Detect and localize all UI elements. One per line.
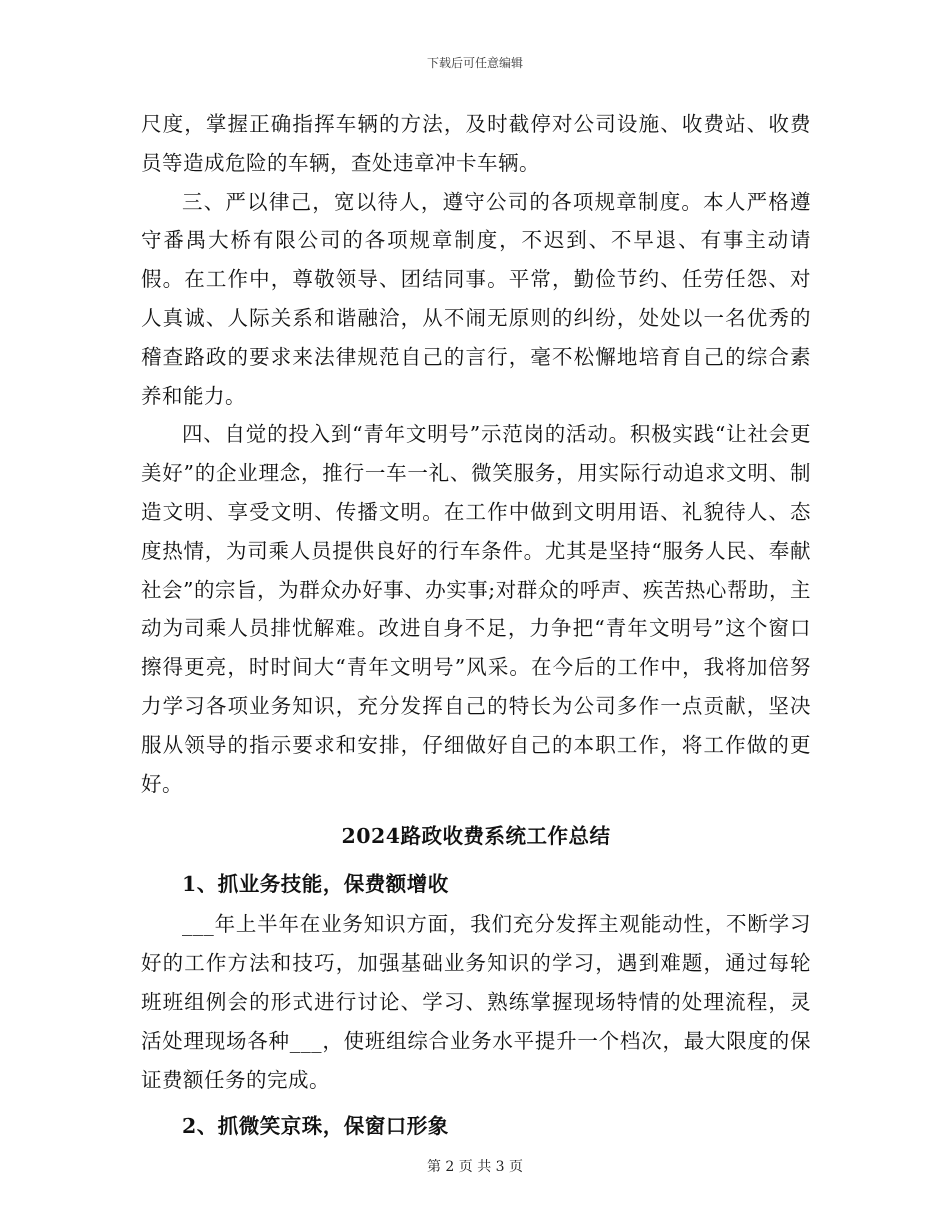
page-number-footer: 第 2 页 共 3 页 [426, 1159, 524, 1175]
page-header: 下载后可任意编辑 [426, 56, 523, 70]
paragraph-section-1: ___年上半年在业务知识方面，我们充分发挥主观能动性，不断学习好的工作方法和技巧，加强基础业务知识的学习，遇到难题，通过每轮班班组例会的形式进行讨论、学习、熟练掌握现场特情的处理流程，灵活处理现场各种___，使班组综合业务水平提升一个档次，最大限度的保证费额任务的完成。 [141, 912, 811, 1092]
section-heading-1: 1、抓业务技能，保费额增收 [182, 872, 449, 897]
document-title: 2024路政收费系统工作总结 [341, 824, 611, 849]
paragraph-section-four: 四、自觉的投入到“青年文明号”示范岗的活动。积极实践“让社会更美好”的企业理念，推行一车一礼、微笑服务，用实际行动追求文明、制造文明、享受文明、传播文明。在工作中做到文明用语、礼貌待人、态度热情，为司乘人员提供良好的行车条件。尤其是坚持“服务人民、奉献社会”的宗旨，为群众办好事、办实事;对群众的呼声、疾苦热心帮助，主动为司乘人员排忧解难。改进自身不足，力争把“青年文明号”这个窗口擦得更亮，时时间大“青年文明号”风采。在今后的工作中，我将加倍努力学习各项业务知识，充分发挥自己的特长为公司多作一点贡献，坚决服从领导的指示要求和安排，仔细做好自己的本职工作，将工作做的更好。 [141, 422, 811, 796]
paragraph-section-three: 三、严以律己，宽以待人，遵守公司的各项规章制度。本人严格遵守番禺大桥有限公司的各项规章制度，不迟到、不早退、有事主动请假。在工作中，尊敬领导、团结同事。平常，勤俭节约、任劳任怨、对人真诚、人际关系和谐融洽，从不闹无原则的纠纷，处处以一名优秀的稽查路政的要求来法律规范自己的言行，毫不松懈地培育自己的综合素养和能力。 [141, 189, 811, 408]
paragraph-continuation: 尺度，掌握正确指挥车辆的方法，及时截停对公司设施、收费站、收费员等造成危险的车辆，查处违章冲卡车辆。 [141, 112, 811, 175]
section-heading-2: 2、抓微笑京珠，保窗口形象 [182, 1114, 449, 1139]
document-body [141, 105, 811, 1147]
